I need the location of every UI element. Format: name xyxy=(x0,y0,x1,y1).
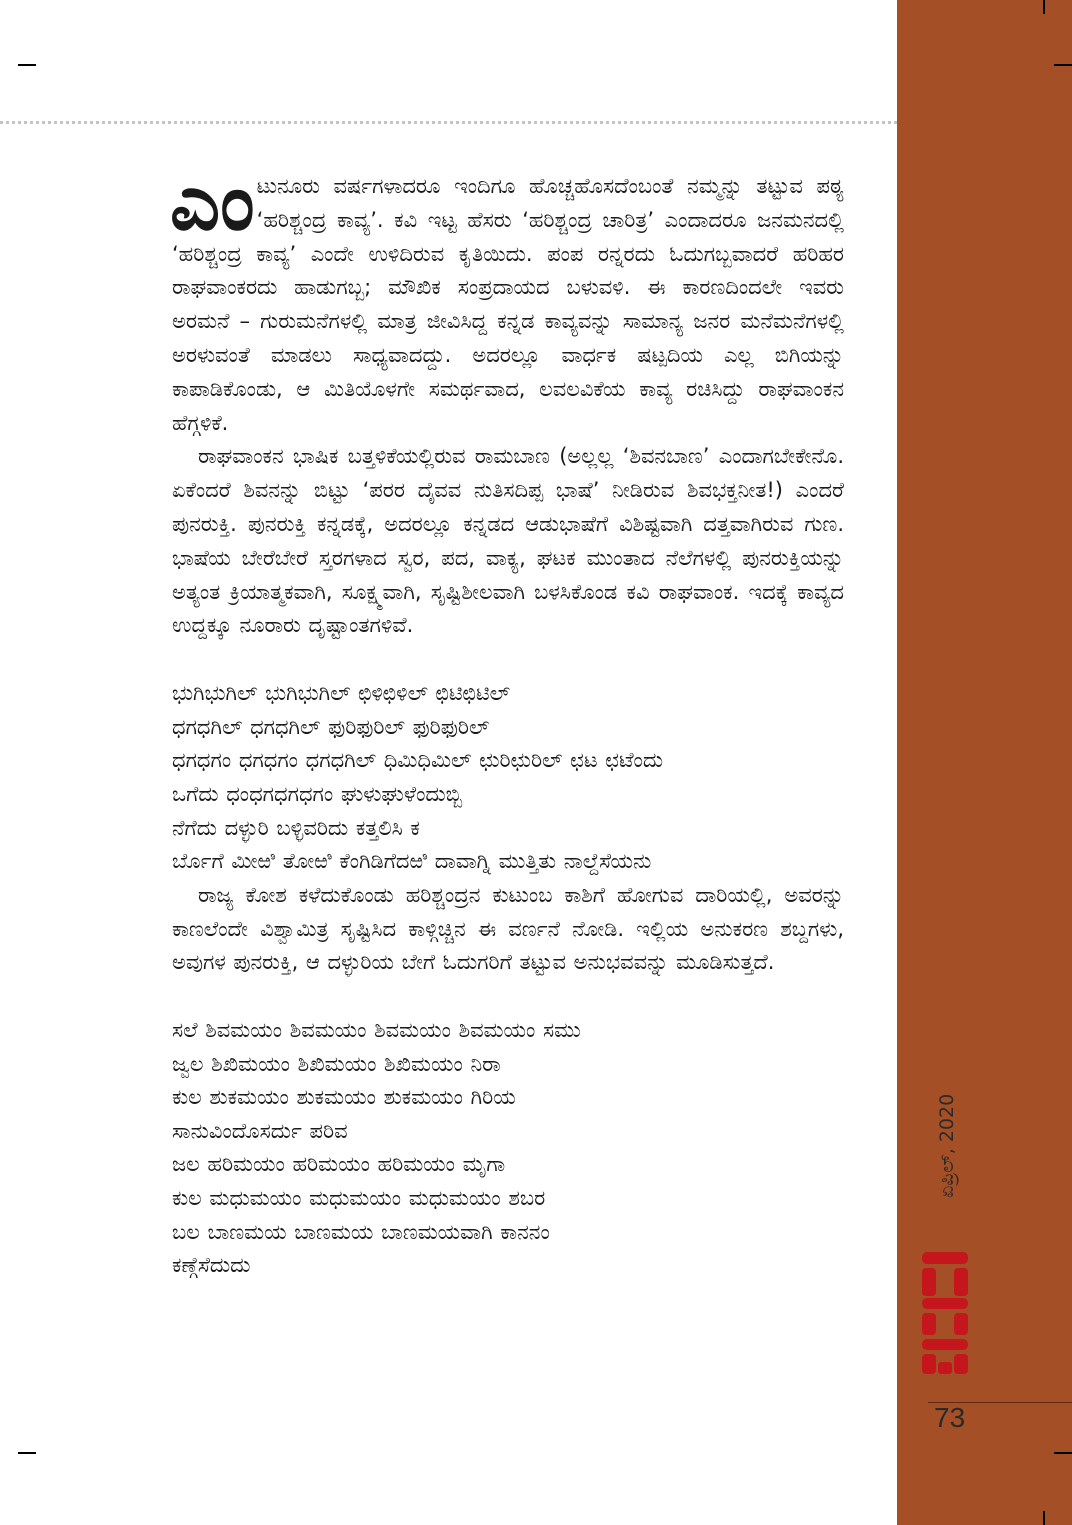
verse-line: ಜಲ ಹರಿಮಯಂ ಹರಿಮಯಂ ಹರಿಮಯಂ ಮೃಗಾ xyxy=(172,1152,506,1177)
crop-mark xyxy=(1054,1452,1072,1454)
page-number: 73 xyxy=(934,1402,966,1433)
issue-date: ಏಪ್ರಿಲ್, 2020 xyxy=(936,1093,958,1198)
magazine-logo xyxy=(918,1250,976,1378)
paragraph: ರಾಘವಾಂಕನ ಭಾಷಿಕ ಬತ್ತಳಿಕೆಯಲ್ಲಿರುವ ರಾಮಬಾಣ (ಅಲ್ಲಲ್ಲ ‘ಶಿವನಬಾಣ’ ಎಂದಾಗಬೇಕೇನೊ. ಏಕೆಂದರೆ ಶಿವನನ್ನು ಬಿಟ್ಟು ‘ಪರರ ದೈವವ ನುತಿಸದಿಪ್ಪ ಭಾಷೆ’ ನೀಡಿರುವ ಶಿವಭಕ್ತನೀತ!) ಎಂದರೆ ಪುನರುಕ್ತಿ. ಪುನರುಕ್ತಿ ಕನ್ನಡಕ್ಕೆ, ಅದರಲ್ಲೂ ಕನ್ನಡದ ಆಡುಭಾಷೆಗೆ ವಿಶಿಷ್ಟವಾಗಿ ದತ್ತವಾಗಿರುವ ಗುಣ. ಭಾಷೆಯ ಬೇರೆಬೇರೆ ಸ್ತರಗಳಾದ ಸ್ವರ, ಪದ, ವಾಕ್ಯ, ಘಟಕ ಮುಂತಾದ ನೆಲೆಗಳಲ್ಲಿ ಪುನರುಕ್ತಿಯನ್ನು ಅತ್ಯಂತ ಕ್ರಿಯಾತ್ಮಕವಾಗಿ, ಸೂಕ್ಷ್ಮವಾಗಿ, ಸೃಷ್ಟಿಶೀಲವಾಗಿ ಬಳಸಿಕೊಂಡ ಕವಿ ರಾಘವಾಂಕ. ಇದಕ್ಕೆ ಕಾವ್ಯದ ಉದ್ದಕ್ಕೂ ನೂರಾರು ದೃಷ್ಟಾಂತಗಳಿವೆ. xyxy=(172,444,844,638)
crop-mark xyxy=(18,1452,36,1454)
verse-line: ಸಾನುವಿಂದೊಸರ್ದು ಪರಿವ xyxy=(172,1118,348,1143)
verse-block xyxy=(172,677,844,879)
crop-mark xyxy=(1043,1511,1045,1525)
crop-mark xyxy=(18,64,36,66)
crop-mark xyxy=(1043,0,1045,14)
verse-line: ರ್ಬೊಗೆ ಮೀಱಿ ತೋಱಿ ಕೆಂಗಿಡಿಗೆದಱಿ ದಾವಾಗ್ನಿ ಮುತ್ತಿತು ನಾಲ್ದೆಸೆಯನು xyxy=(172,849,652,874)
verse-line: ಭುಗಿಭುಗಿಲ್ ಭುಗಿಭುಗಿಲ್ ಛಿಳಿಛಿಳಿಲ್ ಛಿಟಿಛಿಟಿಲ್ xyxy=(172,681,511,706)
verse-line: ಕುಲ ಮಧುಮಯಂ ಮಧುಮಯಂ ಮಧುಮಯಂ ಶಬರ xyxy=(172,1186,546,1211)
verse-line: ಬಲ ಬಾಣಮಯ ಬಾಣಮಯ ಬಾಣಮಯವಾಗಿ ಕಾನನಂ xyxy=(172,1219,550,1244)
verse-line: ಸಲೆ ಶಿವಮಯಂ ಶಿವಮಯಂ ಶಿವಮಯಂ ಶಿವಮಯಂ ಸಮು xyxy=(172,1018,581,1043)
article-body xyxy=(170,158,844,1283)
verse-line: ಧಗಧಗಂ ಧಗಧಗಂ ಧಗಧಗಿಲ್ ಧಿಮಿಧಿಮಿಲ್ ಛುರಿಛುರಿಲ್ ಛಟ ಛಟೆಂದು xyxy=(172,748,664,773)
crop-mark xyxy=(1054,64,1072,66)
paragraph: ರಾಜ್ಯ ಕೋಶ ಕಳೆದುಕೊಂಡು ಹರಿಶ್ಚಂದ್ರನ ಕುಟುಂಬ ಕಾಶಿಗೆ ಹೋಗುವ ದಾರಿಯಲ್ಲಿ, ಅವರನ್ನು ಕಾಣಲೆಂದೇ ವಿಶ್ವಾಮಿತ್ರ ಸೃಷ್ಟಿಸಿದ ಕಾಳ್ಗಿಚ್ಚಿನ ಈ ವರ್ಣನೆ ನೋಡಿ. ಇಲ್ಲಿಯ ಅನುಕರಣ ಶಬ್ದಗಳು, ಅವುಗಳ ಪುನರುಕ್ತಿ, ಆ ದಳ್ಳುರಿಯ ಬೇಗೆ ಓದುಗರಿಗೆ ತಟ್ಟುವ ಅನುಭವವನ್ನು ಮೂಡಿಸುತ್ತದೆ. xyxy=(172,882,844,975)
verse-block xyxy=(172,1014,844,1283)
verse-line: ಜ್ವಲ ಶಿಖಿಮಯಂ ಶಿಖಿಮಯಂ ಶಿಖಿಮಯಂ ನಿರಾ xyxy=(172,1051,501,1076)
verse-line: ಕಣ್ಗೆಸೆದುದು xyxy=(172,1253,251,1278)
paragraph: ಎಂಟುನೂರು ವರ್ಷಗಳಾದರೂ ಇಂದಿಗೂ ಹೊಚ್ಚಹೊಸದೆಂಬಂತೆ ನಮ್ಮನ್ನು ತಟ್ಟುವ ಪಠ್ಯ ‘ಹರಿಶ್ಚಂದ್ರ ಕಾವ್ಯ’. ಕವಿ ಇಟ್ಟ ಹೆಸರು ‘ಹರಿಶ್ಚಂದ್ರ ಚಾರಿತ್ರ’ ಎಂದಾದರೂ ಜನಮನದಲ್ಲಿ ‘ಹರಿಶ್ಚಂದ್ರ ಕಾವ್ಯ’ ಎಂದೇ ಉಳಿದಿರುವ ಕೃತಿಯಿದು. ಪಂಪ ರನ್ನರದು ಓದುಗಬ್ಬವಾದರೆ ಹರಿಹರ ರಾಘವಾಂಕರದು ಹಾಡುಗಬ್ಬ; ಮೌಖಿಕ ಸಂಪ್ರದಾಯದ ಬಳುವಳಿ. ಈ ಕಾರಣದಿಂದಲೇ ಇವರು ಅರಮನೆ – ಗುರುಮನೆಗಳಲ್ಲಿ ಮಾತ್ರ ಜೀವಿಸಿದ್ದ ಕನ್ನಡ ಕಾವ್ಯವನ್ನು ಸಾಮಾನ್ಯ ಜನರ ಮನೆಮನೆಗಳಲ್ಲಿ ಅರಳುವಂತೆ ಮಾಡಲು ಸಾಧ್ಯವಾದದ್ದು. ಅದರಲ್ಲೂ ವಾರ್ಧಕ ಷಟ್ಪದಿಯ ಎಲ್ಲ ಬಿಗಿಯನ್ನು ಕಾಪಾಡಿಕೊಂಡು, ಆ ಮಿತಿಯೊಳಗೇ ಸಮರ್ಥವಾದ, ಲವಲವಿಕೆಯ ಕಾವ್ಯ ರಚಿಸಿದ್ದು ರಾಘವಾಂಕನ ಹೆಗ್ಗಳಿಕೆ. xyxy=(170,158,844,435)
verse-line: ಧಗಧಗಿಲ್ ಧಗಧಗಿಲ್ ಫುರಿಫುರಿಲ್ ಫುರಿಫುರಿಲ್ xyxy=(172,714,490,739)
verse-line: ಒಗೆದು ಧಂಧಗಧಗಧಗಂ ಘುಳುಘುಳೆಂದುಬ್ಬಿ xyxy=(172,781,463,806)
dotted-divider xyxy=(0,121,897,124)
verse-line: ಕುಲ ಶುಕಮಯಂ ಶುಕಮಯಂ ಶುಕಮಯಂ ಗಿರಿಯ xyxy=(172,1085,516,1110)
verse-line: ನೆಗೆದು ದಳ್ಳುರಿ ಬಳ್ಳಿವರಿದು ಕತ್ತಲಿಸಿ ಕ xyxy=(172,815,420,840)
drop-cap: ಎಂ xyxy=(170,158,249,248)
